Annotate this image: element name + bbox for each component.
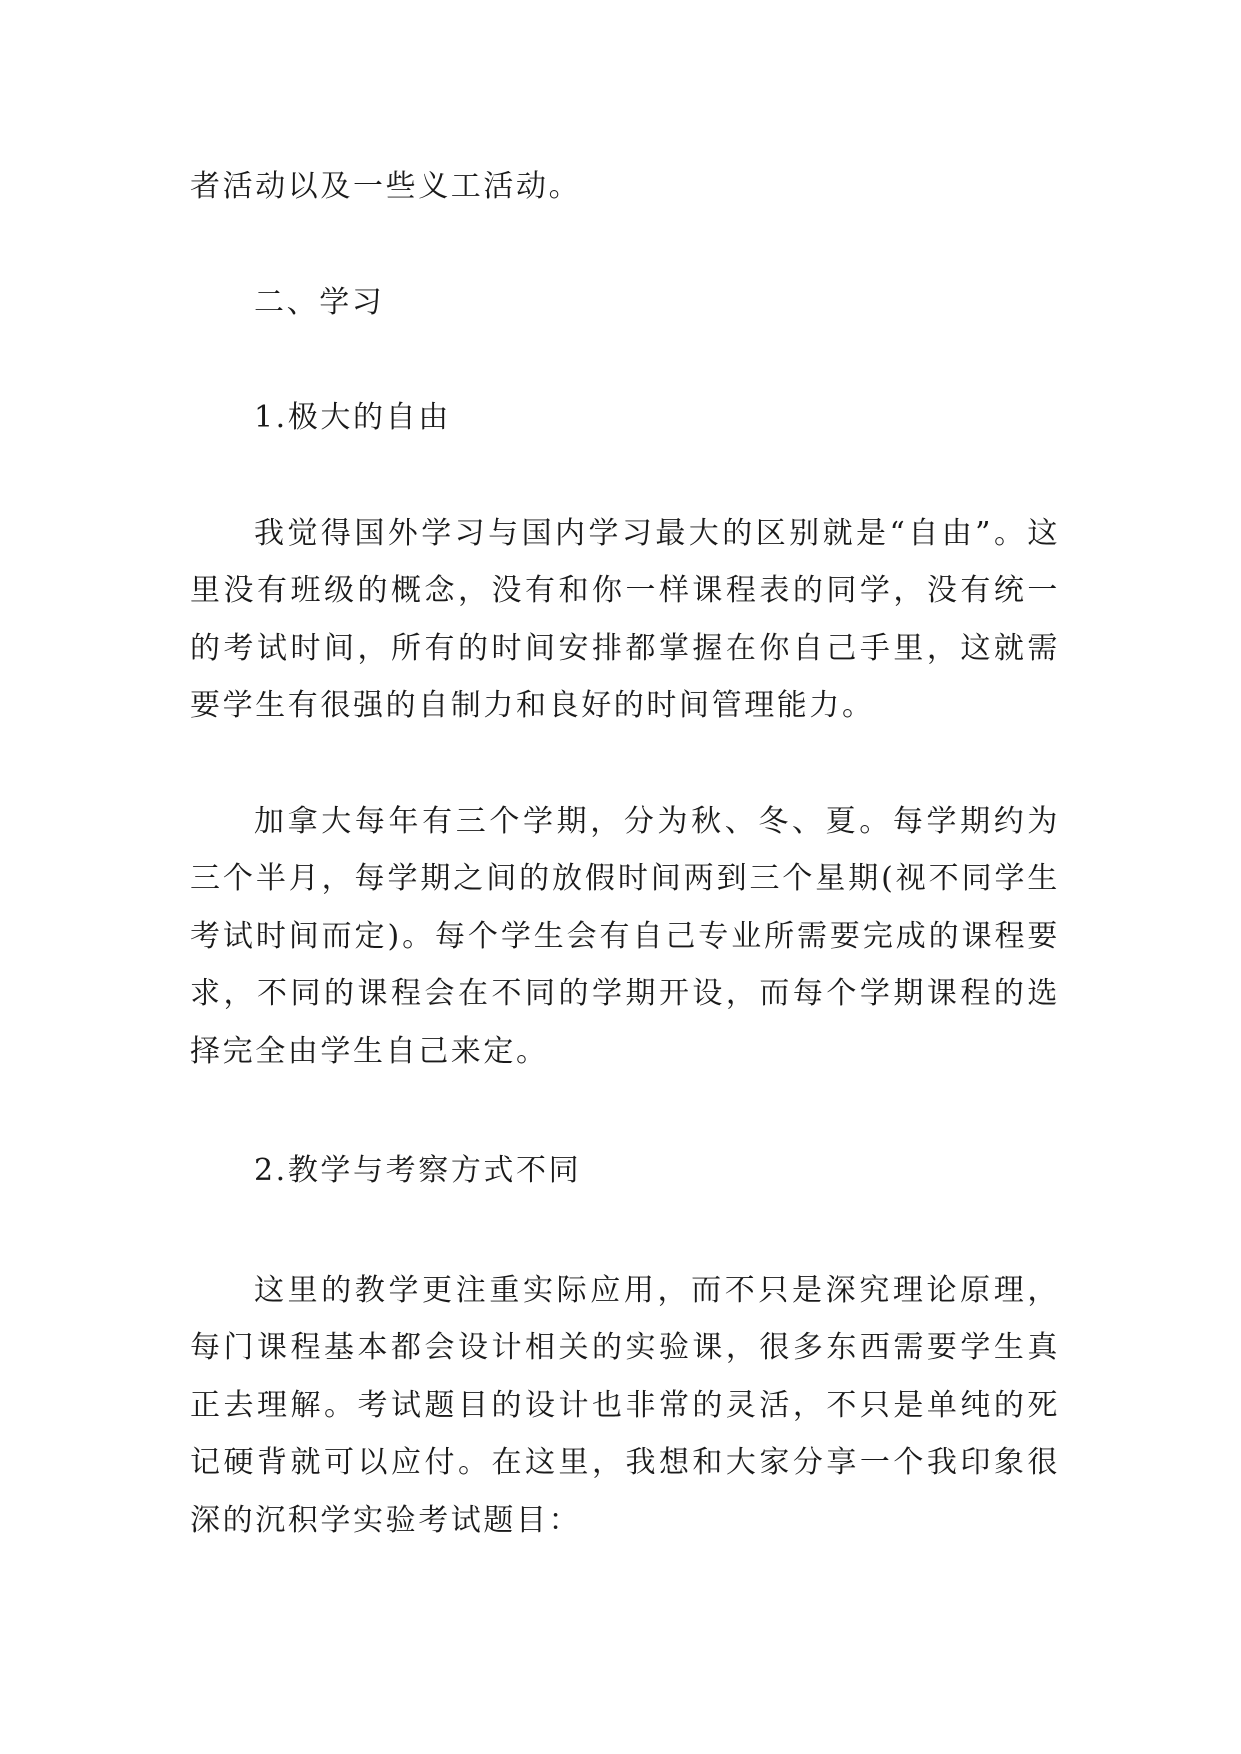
section-heading-study: 二、学习 — [254, 284, 385, 320]
subheading-teaching: 2.教学与考察方式不同 — [254, 1153, 582, 1188]
paragraph-freedom: 我觉得国外学习与国内学习最大的区别就是“自由”。这里没有班级的概念，没有和你一样课程表的同学，没有统一的考试时间，所有的时间安排都掌握在你自己手里，这就需要学生有很强的自制力和良好的时间管理能力。 — [190, 515, 1060, 723]
paragraph-teaching: 这里的教学更注重实际应用，而不只是深究理论原理，每门课程基本都会设计相关的实验课，很多东西需要学生真正去理解。考试题目的设计也非常的灵活，不只是单纯的死记硬背就可以应付。在这里，我想和大家分享一个我印象很深的沉积学实验考试题目： — [190, 1272, 1060, 1538]
document-body — [190, 158, 1060, 1549]
paragraph-semesters: 加拿大每年有三个学期，分为秋、冬、夏。每学期约为三个半月，每学期之间的放假时间两到三个星期(视不同学生考试时间而定)。每个学生会有自己专业所需要完成的课程要求，不同的课程会在不同的学期开设，而每个学期课程的选择完全由学生自己来定。 — [190, 803, 1060, 1069]
subheading-freedom: 1.极大的自由 — [254, 400, 451, 435]
paragraph-continuation: 者活动以及一些义工活动。 — [190, 169, 582, 204]
